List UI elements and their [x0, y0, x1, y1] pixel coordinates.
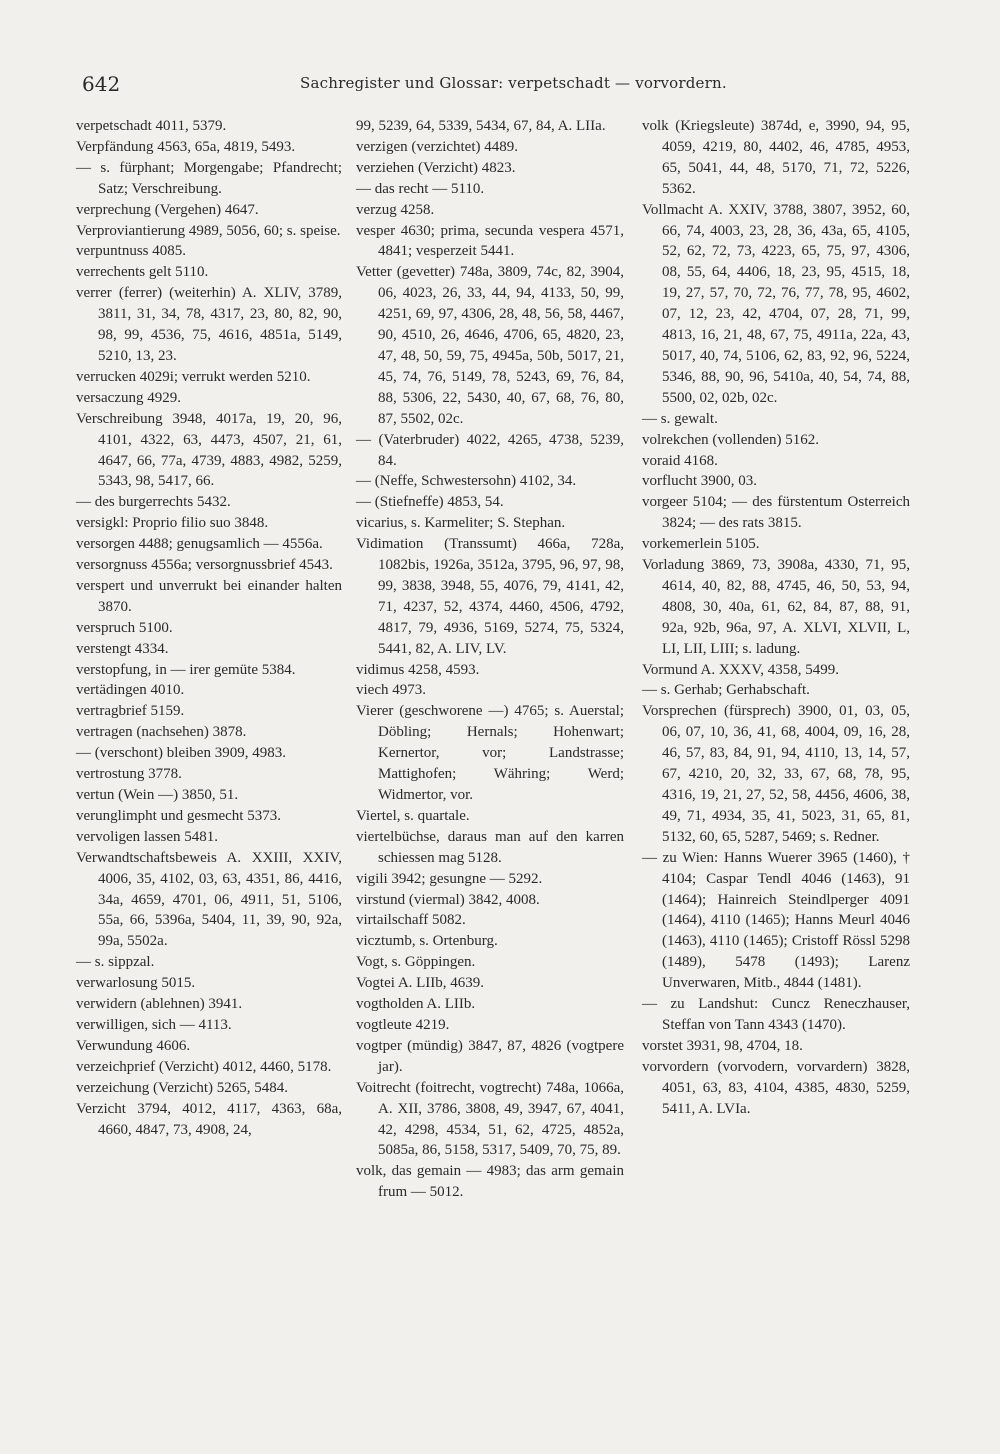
index-entry: vidimus 4258, 4593.	[356, 661, 480, 678]
index-entry: verzeichung (Verzicht) 5265, 5484.	[76, 1079, 289, 1096]
index-entry: vervoligen lassen 5481.	[76, 828, 219, 845]
index-entry: Verwundung 4606.	[76, 1037, 191, 1054]
index-entry: verspert und unverrukt bei einander halten 3870.	[76, 577, 342, 615]
index-entry: voraid 4168.	[642, 452, 718, 469]
index-entry: — s. Gerhab; Gerhabschaft.	[642, 682, 810, 699]
index-entry: vorvordern (vorvodern, vorvardern) 3828, 4051, 63, 83, 4104, 4385, 4830, 5259, 5411, A. LVIa.	[642, 1058, 910, 1117]
index-entry: verstengt 4334.	[76, 640, 169, 657]
index-entry: Vollmacht A. XXIV, 3788, 3807, 3952, 60, 66, 74, 4003, 23, 28, 36, 43a, 65, 4105, 52, 62, 72, 73, 4223, 65, 75, 97, 4306, 08, 55, 64, 4406, 18, 23, 95, 4515, 18, 19, 27, 57, 70, 72, 76, 77, 78, 95, 4602, 07, 12, 23, 42, 4704, 07, 28, 71, 99, 4813, 16, 21, 48, 67, 75, 4911a, 22a, 43, 5017, 40, 74, 5106, 62, 83, 92, 96, 5224, 5346, 88, 90, 96, 5410a, 40, 54, 74, 88, 5500, 02, 02b, 02c.	[642, 201, 910, 406]
index-entry: Vorsprechen (fürsprech) 3900, 01, 03, 05, 06, 07, 10, 36, 41, 68, 4004, 09, 16, 28, 46, 57, 83, 84, 91, 94, 4110, 13, 14, 57, 67, 4210, 20, 32, 33, 67, 68, 78, 95, 4316, 19, 21, 27, 52, 58, 4456, 4606, 38, 49, 71, 4934, 35, 41, 5023, 31, 65, 81, 5132, 60, 65, 5287, 5469; s. Redner.	[642, 703, 910, 845]
index-entry: — (verschont) bleiben 3909, 4983.	[76, 745, 286, 762]
index-entry: — das recht — 5110.	[356, 180, 485, 197]
index-column-3	[642, 116, 910, 1120]
index-entry: vicarius, s. Karmeliter; S. Stephan.	[356, 515, 566, 532]
index-column-2	[356, 116, 624, 1203]
index-entry: vesper 4630; prima, secunda vespera 4571, 4841; vesperzeit 5441.	[356, 222, 624, 260]
index-entry: vorflucht 3900, 03.	[642, 473, 757, 490]
index-entry: Viertel, s. quartale.	[356, 807, 470, 824]
index-entry: Verschreibung 3948, 4017a, 19, 20, 96, 4101, 4322, 63, 4473, 4507, 21, 61, 4647, 66, 77a, 4739, 4883, 4982, 5259, 5343, 98, 5417, 66.	[76, 410, 342, 490]
index-entry: volk, das gemain — 4983; das arm gemain frum — 5012.	[356, 1163, 624, 1201]
index-entry: — s. gewalt.	[642, 410, 718, 427]
index-entry: viertelbüchse, daraus man auf den karren schiessen mag 5128.	[356, 828, 624, 866]
index-entry: vicztumb, s. Ortenburg.	[356, 933, 498, 950]
index-entry: Verpfändung 4563, 65a, 4819, 5493.	[76, 138, 296, 155]
index-entry: versigkl: Proprio filio suo 3848.	[76, 515, 269, 532]
running-title: Sachregister und Glossar: verpetschadt — vorvordern.	[300, 74, 727, 92]
index-entry: verziehen (Verzicht) 4823.	[356, 159, 516, 176]
index-entry: vorkemerlein 5105.	[642, 536, 760, 553]
index-entry: versorgen 4488; genugsamlich — 4556a.	[76, 536, 323, 553]
index-entry: vogtper (mündig) 3847, 87, 4826 (vogtpere jar).	[356, 1037, 624, 1075]
index-entry: Vetter (gevetter) 748a, 3809, 74c, 82, 3904, 06, 4023, 26, 33, 44, 94, 4133, 50, 99, 4251, 69, 97, 4306, 28, 48, 56, 58, 4467, 90, 4510, 26, 4646, 4706, 65, 4820, 23, 47, 48, 50, 59, 75, 4945a, 50b, 5017, 21, 45, 74, 76, 5149, 78, 5243, 69, 76, 84, 88, 5306, 22, 5430, 40, 67, 68, 76, 80, 87, 5502, 02c.	[356, 264, 624, 427]
index-entry: — (Vaterbruder) 4022, 4265, 4738, 5239, 84.	[356, 431, 624, 469]
index-entry: Verproviantierung 4989, 5056, 60; s. speise.	[76, 222, 341, 239]
index-column-1	[76, 116, 342, 1140]
index-entry: Voitrecht (foitrecht, vogtrecht) 748a, 1066a, A. XII, 3786, 3808, 49, 3947, 67, 4041, 42, 4298, 4534, 51, 62, 4725, 4852a, 5085a, 86, 5158, 5317, 5409, 70, 75, 89.	[356, 1079, 624, 1159]
index-entry: verzeichprief (Verzicht) 4012, 4460, 5178.	[76, 1058, 332, 1075]
index-entry: Vogt, s. Göppingen.	[356, 954, 476, 971]
index-entry: 99, 5239, 64, 5339, 5434, 67, 84, A. LIIa.	[356, 118, 606, 134]
index-entry: verprechung (Vergehen) 4647.	[76, 201, 259, 218]
index-entry: vertragen (nachsehen) 3878.	[76, 724, 247, 741]
index-entry: Vogtei A. LIIb, 4639.	[356, 975, 485, 992]
index-entry: Verwandtschaftsbeweis A. XXIII, XXIV, 4006, 35, 4102, 03, 63, 4351, 86, 4416, 34a, 4659, 4701, 06, 4911, 51, 5106, 55a, 66, 5396a, 5404, 11, 39, 90, 92a, 99a, 5502a.	[76, 849, 342, 950]
index-entry: verstopfung, in — irer gemüte 5384.	[76, 661, 296, 678]
index-entry: volk (Kriegsleute) 3874d, e, 3990, 94, 95, 4059, 4219, 80, 4402, 46, 4785, 4953, 65, 5041, 44, 48, 5170, 71, 72, 5226, 5362.	[642, 118, 910, 197]
index-entry: verwarlosung 5015.	[76, 975, 196, 992]
page-header	[0, 72, 1000, 102]
index-entry: verpuntnuss 4085.	[76, 243, 186, 260]
index-entry: verpetschadt 4011, 5379.	[76, 118, 227, 134]
index-entry: vorgeer 5104; — des fürstentum Osterreich 3824; — des rats 3815.	[642, 494, 910, 532]
index-entry: Verzicht 3794, 4012, 4117, 4363, 68a, 4660, 4847, 73, 4908, 24,	[76, 1100, 342, 1138]
index-entry: vertrostung 3778.	[76, 766, 182, 783]
index-entry: vertun (Wein —) 3850, 51.	[76, 787, 239, 803]
index-entry: vertragbrief 5159.	[76, 703, 185, 720]
page-number: 642	[82, 72, 121, 96]
index-entry: Vierer (geschworene —) 4765; s. Auerstal; Döbling; Hernals; Hohenwart; Kernertor, vor; Landstrasse; Mattighofen; Währing; Werd; Widmertor, vor.	[356, 703, 624, 803]
index-entry: viech 4973.	[356, 682, 426, 699]
index-entry: verzug 4258.	[356, 201, 435, 218]
index-entry: vorstet 3931, 98, 4704, 18.	[642, 1037, 803, 1054]
index-entry: verspruch 5100.	[76, 619, 173, 636]
index-entry: — (Stiefneffe) 4853, 54.	[356, 494, 504, 511]
index-entry: — zu Wien: Hanns Wuerer 3965 (1460), † 4104; Caspar Tendl 4046 (1463), 91 (1464); Hainreich Steindlperger 4091 (1464), 4110 (1465); Hanns Meurl 4046 (1463), 4110 (1465); Cristoff Rössl 5298 (1489), 5478 (1493); Larenz Unverwaren, Mitb., 4844 (1481).	[642, 849, 910, 992]
index-entry: vogtholden A. LIIb.	[356, 996, 476, 1013]
index-entry: — zu Landshut: Cuncz Reneczhauser, Steffan von Tann 4343 (1470).	[642, 996, 910, 1033]
index-entry: volrekchen (vollenden) 5162.	[642, 431, 820, 448]
index-entry: Vorladung 3869, 73, 3908a, 4330, 71, 95, 4614, 40, 82, 88, 4745, 46, 50, 53, 94, 4808, 30, 40a, 61, 62, 84, 87, 88, 91, 92a, 92b, 96a, 97, A. XLVI, XLVII, L, LI, LII, LIII; s. ladung.	[642, 557, 910, 657]
index-entry: verrechents gelt 5110.	[76, 264, 209, 281]
index-entry: verrer (ferrer) (weiterhin) A. XLIV, 3789, 3811, 31, 34, 78, 4317, 23, 80, 82, 90, 98, 99, 4536, 75, 4616, 4851a, 5149, 5210, 13, 23.	[76, 285, 342, 364]
index-entry: virtailschaff 5082.	[356, 912, 466, 929]
index-entry: — s. fürphant; Morgengabe; Pfandrecht; Satz; Verschreibung.	[76, 159, 342, 197]
index-entry: verwidern (ablehnen) 3941.	[76, 996, 243, 1013]
index-entry: — des burgerrechts 5432.	[76, 494, 231, 511]
index-entry: Vidimation (Transsumt) 466a, 728a, 1082bis, 1926a, 3512a, 3795, 96, 97, 98, 99, 3838, 3948, 55, 4076, 79, 4141, 42, 71, 4237, 52, 4374, 4460, 4506, 4792, 4817, 79, 4936, 5169, 5274, 75, 5324, 5441, 82, A. LIV, LV.	[356, 536, 624, 657]
index-entry: vigili 3942; gesungne — 5292.	[356, 870, 543, 887]
index-entry: verzigen (verzichtet) 4489.	[356, 138, 519, 155]
index-entry: versaczung 4929.	[76, 389, 181, 406]
index-entry: — s. sippzal.	[76, 954, 155, 971]
index-entry: Vormund A. XXXV, 4358, 5499.	[642, 661, 839, 678]
index-entry: verunglimpht und gesmecht 5373.	[76, 807, 281, 824]
index-entry: virstund (viermal) 3842, 4008.	[356, 891, 540, 908]
index-entry: — (Neffe, Schwestersohn) 4102, 34.	[356, 473, 577, 490]
index-entry: vogtleute 4219.	[356, 1016, 450, 1033]
index-entry: verwilligen, sich — 4113.	[76, 1016, 232, 1033]
index-entry: verrucken 4029i; verrukt werden 5210.	[76, 368, 311, 385]
index-entry: versorgnuss 4556a; versorgnussbrief 4543.	[76, 557, 333, 574]
index-entry: vertädingen 4010.	[76, 682, 185, 699]
